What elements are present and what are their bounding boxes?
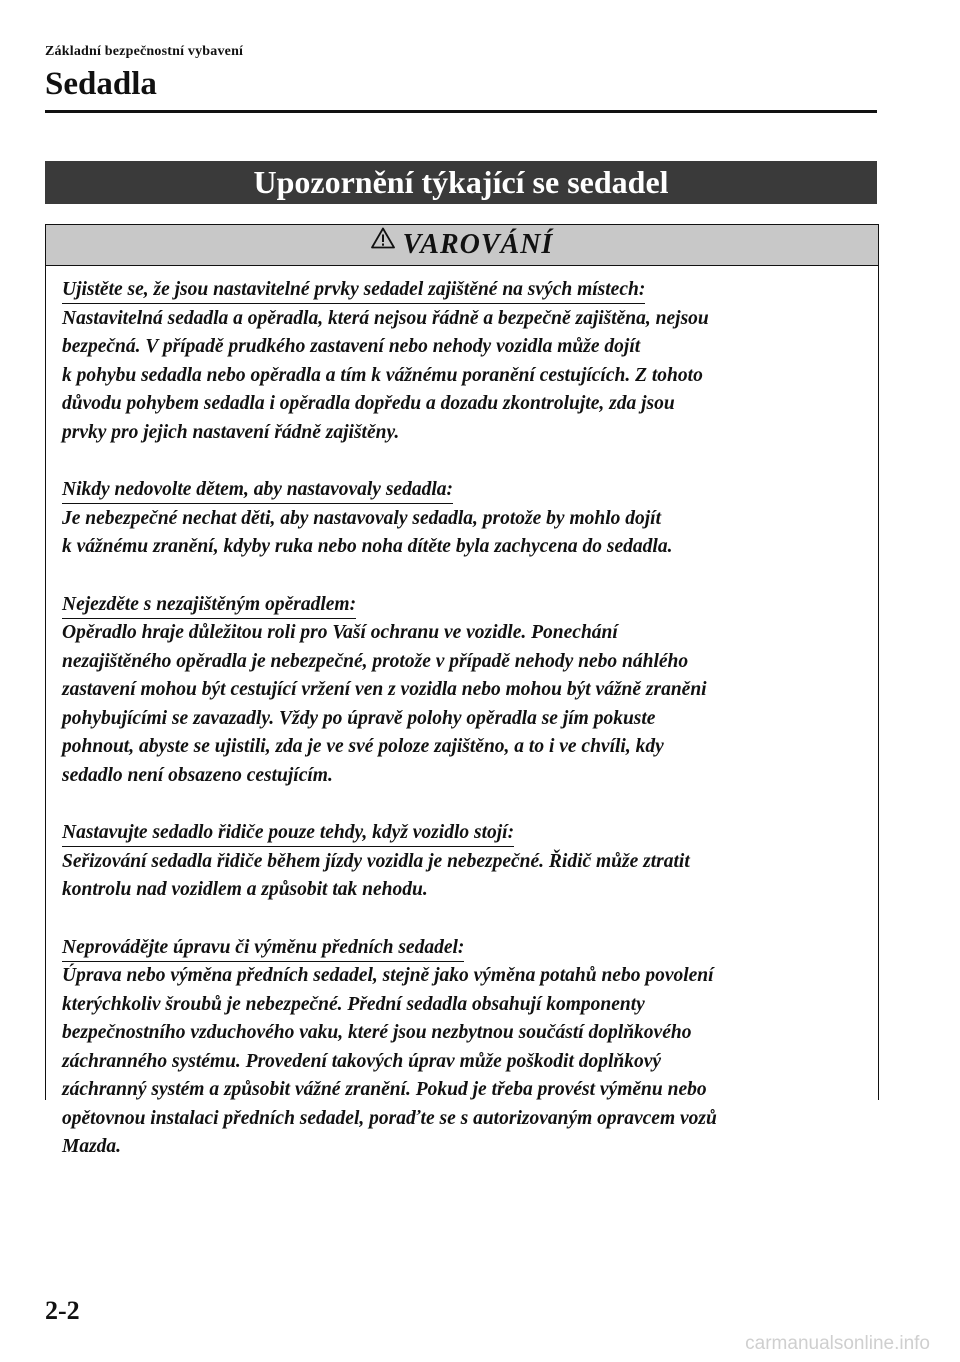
warning-item [62, 276, 862, 447]
warning-header [46, 224, 878, 266]
warning-item-heading: Neprovádějte úpravu či výměnu předních sedadel: [62, 935, 464, 962]
warning-item-line: Je nebezpečné nechat děti, aby nastavovaly sedadla, protože by mohlo dojít [62, 507, 662, 529]
breadcrumb: Základní bezpečnostní vybavení [45, 44, 244, 59]
warning-item-line: Seřizování sedadla řidiče během jízdy vozidla je nebezpečné. Řidič může ztratit [62, 850, 690, 872]
warning-box [45, 224, 879, 1157]
warning-item-line: Úprava nebo výměna předních sedadel, stejně jako výměna potahů nebo povolení [62, 965, 714, 986]
warning-item-line: opětovnou instalaci předních sedadel, poraďte se s autorizovaným opravcem vozů [62, 1107, 717, 1129]
warning-item-heading: Ujistěte se, že jsou nastavitelné prvky sedadel zajištěné na svých místech: [62, 277, 645, 304]
warning-item [62, 591, 862, 791]
warning-item [62, 934, 862, 1162]
warning-triangle-icon [371, 225, 395, 265]
warning-item-line: pohnout, abyste se ujistili, zda je ve své poloze zajištěno, a to i ve chvíli, kdy [62, 736, 664, 757]
warning-item-line: kontrolu nad vozidlem a způsobit tak nehodu. [62, 879, 428, 900]
warning-label: VAROVÁNÍ [402, 229, 554, 261]
warning-item-line: záchranný systém a způsobit vážné zranění. Pokud je třeba provést výměnu nebo [62, 1079, 707, 1100]
warning-item-heading: Nastavujte sedadlo řidiče pouze tehdy, když vozidlo stojí: [62, 820, 514, 847]
title-divider [45, 110, 877, 113]
warning-item-line: sedadlo není obsazeno cestujícím. [62, 764, 333, 786]
warning-item-line: Opěradlo hraje důležitou roli pro Vaší ochranu ve vozidle. Ponechání [62, 622, 618, 643]
warning-item-line: záchranného systému. Provedení takových úprav může poškodit doplňkový [62, 1050, 662, 1072]
warning-item-line: Mazda. [62, 1136, 122, 1157]
warning-item-line: nezajištěného opěradla je nebezpečné, protože v případě nehody nebo náhlého [62, 650, 689, 672]
warning-item [62, 476, 862, 562]
warning-item-line: bezpečnostního vzduchového vaku, které jsou nezbytnou součástí doplňkového [62, 1022, 692, 1043]
warning-item-line: k pohybu sedadla nebo opěradla a tím k vážnému poranění cestujících. Z tohoto [62, 364, 703, 386]
warning-item-heading: Nikdy nedovolte dětem, aby nastavovaly sedadla: [62, 477, 453, 504]
page-number: 2-2 [45, 1296, 80, 1325]
warning-item-line: důvodu pohybem sedadla i opěradla dopředu a dozadu zkontrolujte, zda jsou [62, 393, 675, 414]
warning-item-heading: Nejezděte s nezajištěným opěradlem: [62, 592, 356, 619]
warning-item-line: k vážnému zranění, kdyby ruka nebo noha dítěte byla zachycena do sedadla. [62, 536, 673, 557]
warning-item-line: zastavení mohou být cestující vržení ven z vozidla nebo mohou být vážně zraněni [62, 679, 707, 700]
warning-item-line: pohybujícími se zavazadly. Vždy po úpravě polohy opěradla se jím pokuste [62, 707, 656, 729]
warning-body [62, 276, 862, 1191]
page-title: Sedadla [45, 66, 157, 102]
warning-item-line: kterýchkoliv šroubů je nebezpečné. Přední sedadla obsahují komponenty [62, 993, 645, 1015]
warning-item-line: Nastavitelná sedadla a opěradla, která nejsou řádně a bezpečně zajištěna, nejsou [62, 307, 709, 329]
section-title: Upozornění týkající se sedadel [45, 161, 877, 204]
warning-item [62, 819, 862, 905]
warning-item-line: bezpečná. V případě prudkého zastavení nebo nehody vozidla může dojít [62, 336, 641, 357]
warning-item-line: prvky pro jejich nastavení řádně zajištěny. [62, 421, 400, 443]
watermark: carmanualsonline.info [745, 1333, 930, 1354]
